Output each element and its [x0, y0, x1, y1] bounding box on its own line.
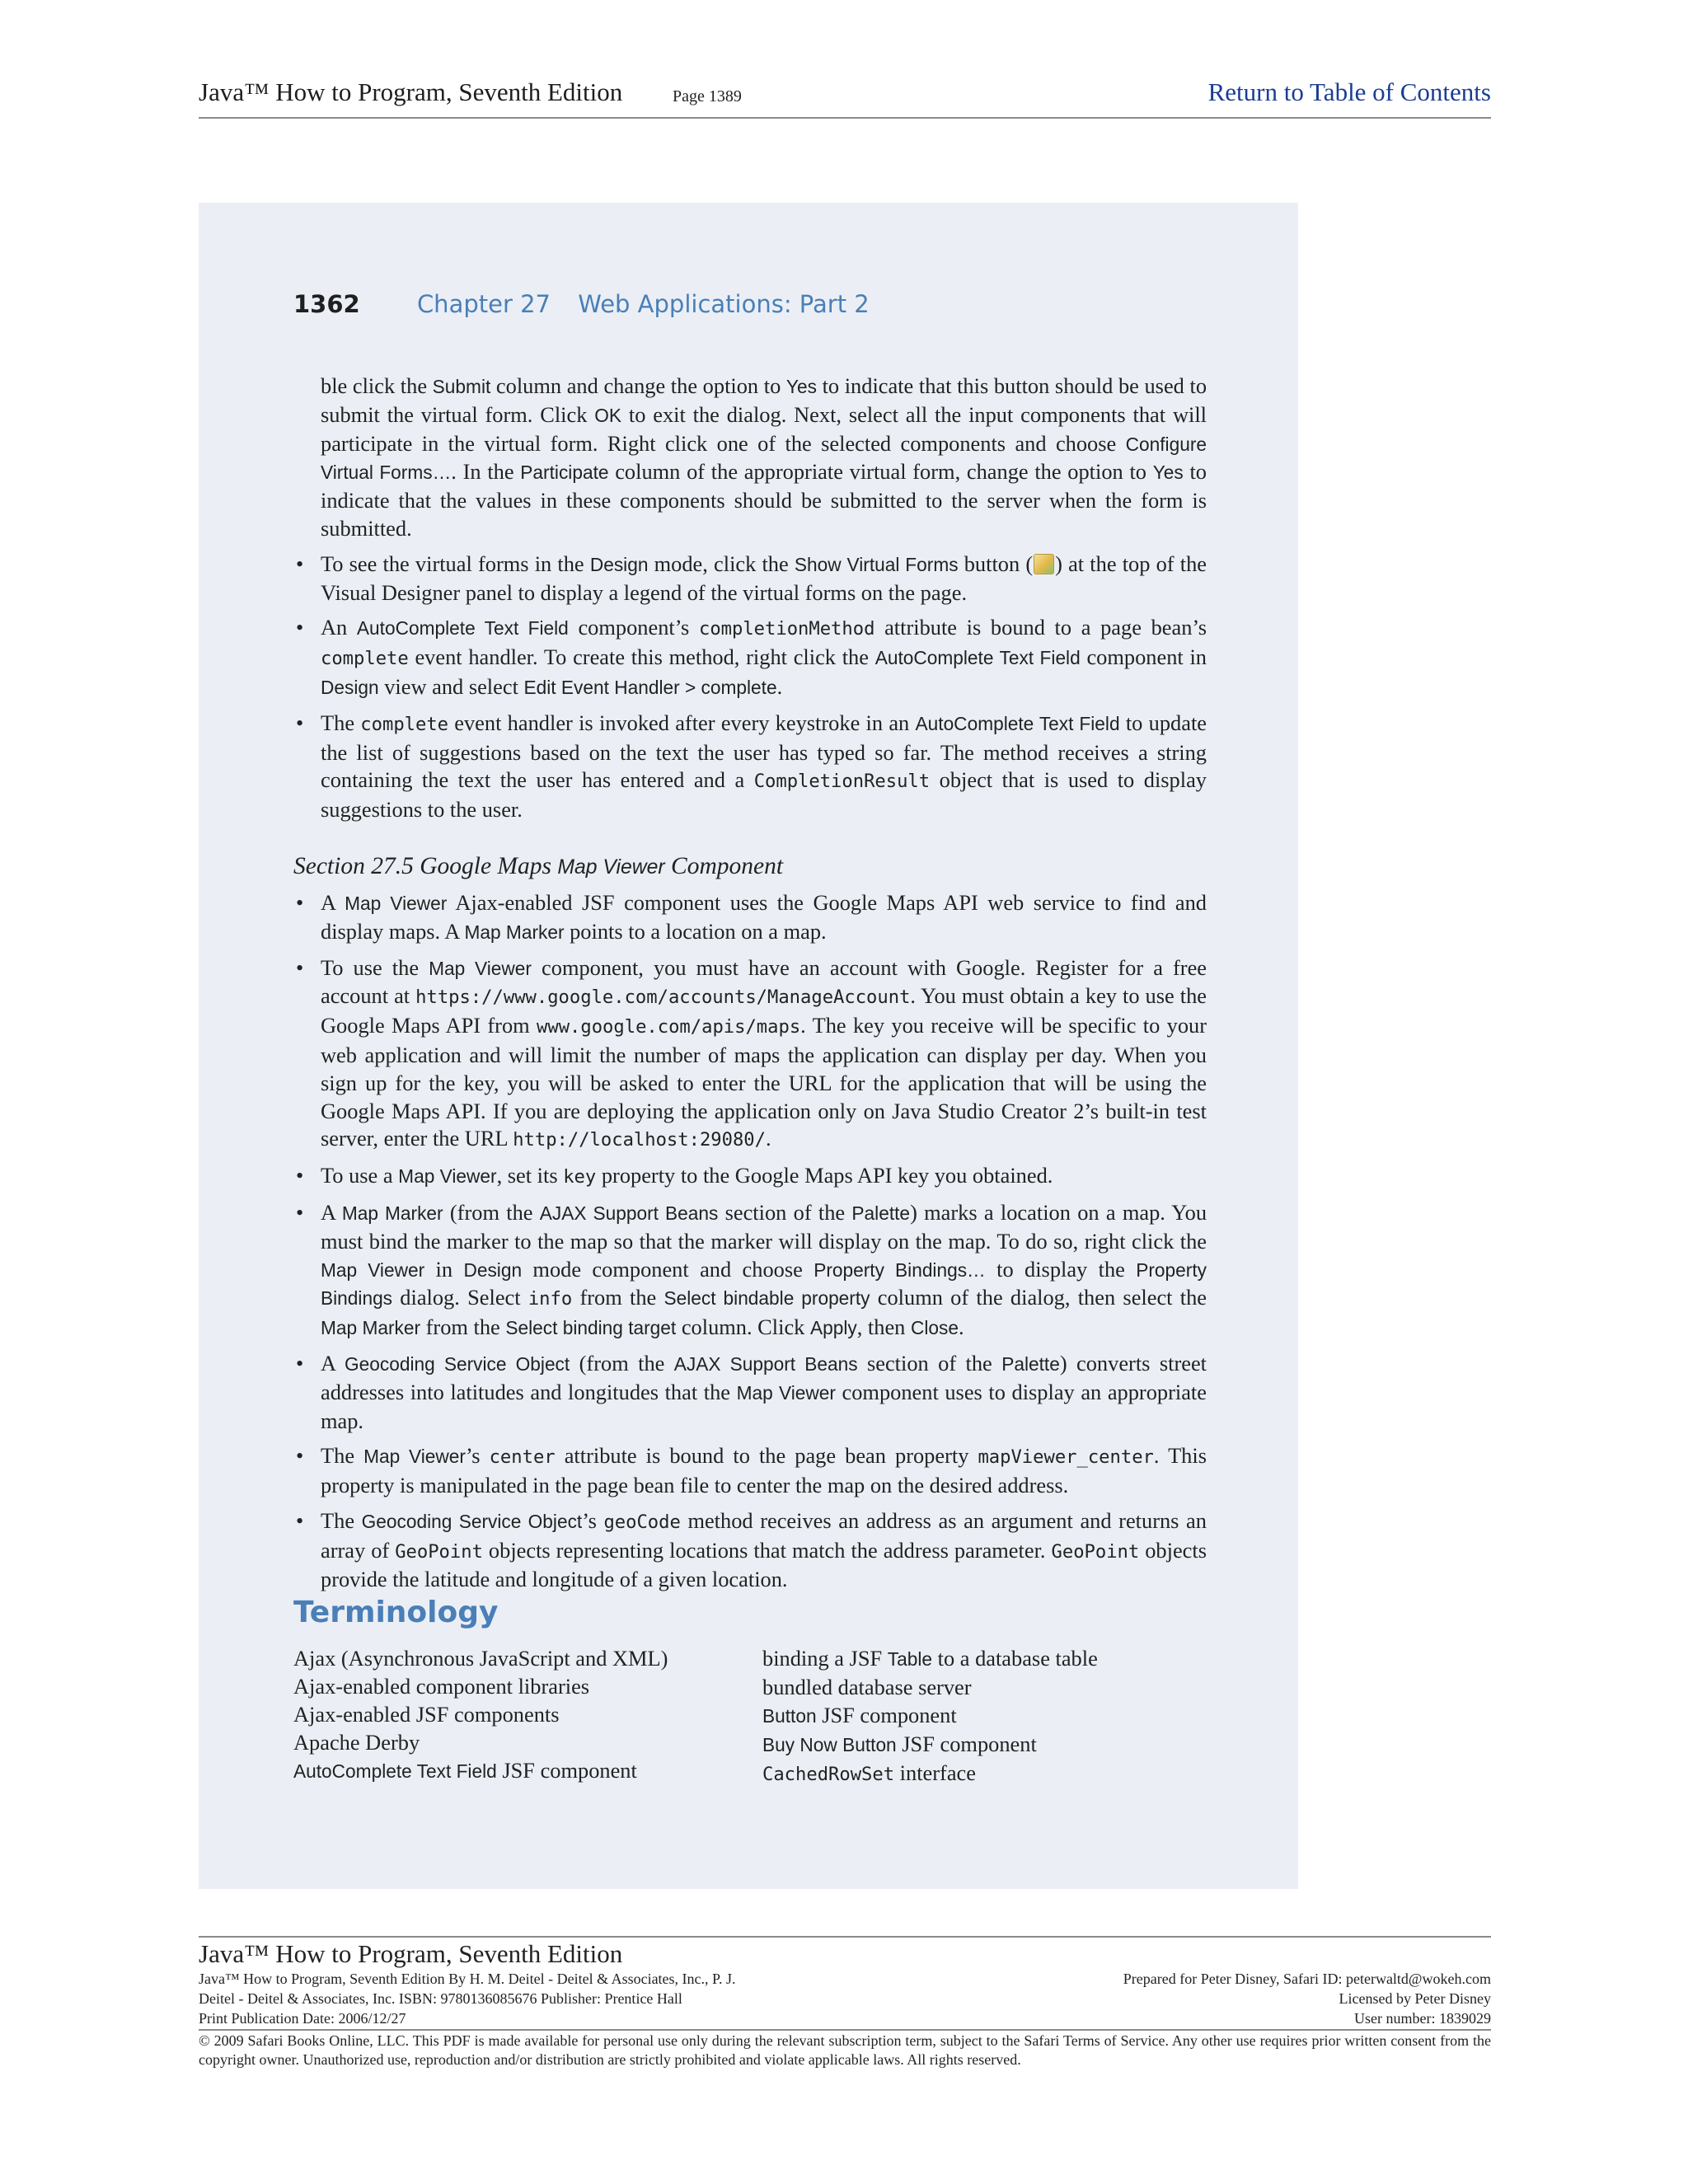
- ui-term: AutoComplete Text Field: [915, 712, 1120, 734]
- ui-term: Property Bindings…: [814, 1258, 986, 1281]
- ui-term: Apply: [809, 1317, 857, 1339]
- show-virtual-forms-icon: [1034, 554, 1054, 574]
- terminology-column-1: [293, 1644, 738, 1785]
- terminology-term: CachedRowSet interface: [762, 1760, 976, 1785]
- terminology-term: Button JSF component: [762, 1703, 957, 1727]
- page-header: [199, 77, 1491, 119]
- terminology-heading: Terminology: [293, 1596, 499, 1629]
- ui-term: Submit: [432, 376, 491, 397]
- ui-term: Yes: [1152, 462, 1184, 484]
- footer-licensed-by: Licensed by Peter Disney: [1339, 1990, 1491, 2007]
- footer-prepared-for: Prepared for Peter Disney, Safari ID: peterwaltd@wokeh.com: [1123, 1971, 1491, 1987]
- terminology-term: Ajax (Asynchronous JavaScript and XML): [293, 1646, 668, 1671]
- ui-term: AJAX Support Beans: [673, 1352, 858, 1375]
- code-text: center: [489, 1446, 556, 1469]
- table-of-contents-link[interactable]: Return to Table of Contents: [1207, 77, 1491, 106]
- book-page-number: 1362: [293, 290, 360, 318]
- ui-term: Show Virtual Forms: [794, 553, 959, 575]
- footer-authors: Java™ How to Program, Seventh Edition By H. M. Deitel - Deitel & Associates, Inc., P. J.: [199, 1971, 736, 1987]
- ui-term: Select bindable property: [663, 1287, 870, 1310]
- code-text: geoCode: [603, 1511, 681, 1533]
- ui-term: Geocoding Service Object: [361, 1510, 583, 1532]
- ui-term: Edit Event Handler > complete: [523, 676, 777, 698]
- ui-term: Map Marker: [464, 921, 565, 943]
- code-text: complete: [360, 713, 449, 735]
- ui-term: Palette: [851, 1202, 911, 1224]
- code-text: CachedRowSet: [762, 1764, 895, 1785]
- terminology-term: Ajax-enabled component libraries: [293, 1674, 590, 1699]
- ui-term: AutoComplete Text Field: [356, 617, 569, 640]
- code-text: GeoPoint: [395, 1540, 483, 1563]
- ui-term: Buy Now Button: [762, 1734, 897, 1755]
- terminology-term: AutoComplete Text Field JSF component: [293, 1758, 637, 1783]
- header-book-title: Java™ How to Program, Seventh Edition: [199, 77, 623, 106]
- ui-term: Design: [463, 1258, 523, 1281]
- summary-bullet: • A Map Viewer Ajax-enabled JSF component uses the Google Maps API web service to find and display maps. A Map Marker points to a location on a map.: [293, 889, 1207, 947]
- ui-term: Property Bindings: [321, 1258, 1207, 1310]
- running-head: [293, 290, 870, 318]
- terminology-term: Buy Now Button JSF component: [762, 1732, 1037, 1756]
- ui-term: AutoComplete Text Field: [874, 647, 1081, 669]
- footer-publication-date: Print Publication Date: 2006/12/27: [199, 2010, 406, 2027]
- terminology-term: bundled database server: [762, 1675, 972, 1699]
- code-text: www.google.com/apis/maps: [537, 1016, 801, 1038]
- summary-bullet: • A Geocoding Service Object (from the AJAX Support Beans section of the Palette) converts street addresses into latitudes and longitudes that the Map Viewer component uses to display an appropriate map.: [293, 1350, 1207, 1435]
- continued-paragraph: ble click the Submit column and change the option to Yes to indicate that this button should be used to submit the virtual form. Click OK to exit the dialog. Next, select all the input components that will participate in the virtual form. Right click one of the selected components and choose Configure Virtual Forms…. In the Participate column of the appropriate virtual form, change the option to Yes to indicate that the values in these components should be submitted to the server when the form is submitted.: [321, 373, 1207, 541]
- section-heading: Section 27.5 Google Maps Map Viewer Component: [293, 852, 784, 879]
- footer-copyright: © 2009 Safari Books Online, LLC. This PDF is made available for personal use only during the relevant subscription term, subject to the Safari Terms of Service. Any other use requires prior written consent from the copyright owner. Unauthorized use, reproduction and/or distribution are strictly prohibited and violate applicable laws. All rights reserved.: [199, 2029, 1491, 2069]
- code-text: key: [563, 1166, 597, 1188]
- ui-term: Map Viewer: [557, 855, 665, 879]
- footer-row: [199, 2008, 1491, 2028]
- ui-term: Button: [762, 1705, 817, 1727]
- ui-term: Design: [321, 676, 379, 698]
- page-body: [293, 373, 1207, 1594]
- code-text: CompletionResult: [753, 771, 931, 793]
- ui-term: Map Viewer: [429, 957, 532, 979]
- chapter-title: Web Applications: Part 2: [578, 290, 870, 318]
- terminology-term: binding a JSF Table to a database table: [762, 1646, 1098, 1671]
- ui-term: Map Viewer: [398, 1165, 497, 1188]
- ui-term: Participate: [520, 462, 609, 484]
- ui-term: Design: [589, 553, 649, 575]
- terminology-column-2: [762, 1644, 1224, 1788]
- ui-term: OK: [594, 404, 622, 426]
- summary-bullet: • To use the Map Viewer component, you must have an account with Google. Register for a free account at https://www.google.com/accounts/ManageAccount. You must obtain a key to use the Google Maps API from www.google.com/apis/maps. The key you receive will be specific to your web application and will limit the number of maps the application can display per day. When you sign up for the key, you will be asked to enter the URL for the application that will be using the Google Maps API. If you are deploying the application only on Java Studio Creator 2’s built-in test server, enter the URL http://localhost:29080/.: [293, 954, 1207, 1155]
- code-text: completionMethod: [698, 618, 875, 640]
- summary-list-map-viewer: [293, 889, 1207, 1594]
- footer-book-title: Java™ How to Program, Seventh Edition: [199, 1939, 623, 1968]
- summary-list-virtual-forms: [293, 551, 1207, 824]
- terminology-term: Ajax-enabled JSF components: [293, 1702, 560, 1727]
- ui-term: Geocoding Service Object: [345, 1352, 570, 1375]
- summary-bullet: • The Map Viewer’s center attribute is bound to the page bean property mapViewer_center. This property is manipulated in the page bean file to center the map on the desired address.: [293, 1442, 1207, 1500]
- code-text: mapViewer_center: [978, 1446, 1154, 1469]
- ui-term: Map Marker: [341, 1202, 443, 1224]
- terminology-term: Apache Derby: [293, 1730, 420, 1755]
- summary-bullet: • A Map Marker (from the AJAX Support Beans section of the Palette) marks a location on a map. You must bind the marker to the map so that the marker will display on the map. To do so, right click the Map Viewer in Design mode component and choose Property Bindings… to display the Property Bindings dialog. Select info from the Select bindable property column of the dialog, then select the Map Marker from the Select binding target column. Click Apply, then Close.: [293, 1199, 1207, 1343]
- ui-term: Map Viewer: [736, 1381, 836, 1404]
- ui-term: AutoComplete Text Field: [293, 1760, 497, 1782]
- footer-isbn: Deitel - Deitel & Associates, Inc. ISBN: 9780136085676 Publisher: Prentice Hall: [199, 1990, 682, 2007]
- ui-term: Close: [910, 1317, 959, 1339]
- ui-term: Map Viewer: [363, 1446, 466, 1468]
- code-text: GeoPoint: [1051, 1540, 1140, 1563]
- summary-bullet: • The Geocoding Service Object’s geoCode method receives an address as an argument and returns an array of GeoPoint objects representing locations that match the address parameter. GeoPoint objects provide the latitude and longitude of a given location.: [293, 1507, 1207, 1594]
- ui-term: AJAX Support Beans: [539, 1202, 719, 1224]
- code-text: info: [528, 1288, 573, 1310]
- ui-term: Yes: [785, 376, 817, 397]
- ui-term: Table: [887, 1648, 933, 1670]
- ui-term: Select binding target: [505, 1317, 677, 1339]
- ui-term: Configure Virtual Forms…: [321, 433, 1207, 484]
- footer-user-number: User number: 1839029: [1354, 2010, 1491, 2027]
- code-text: complete: [321, 648, 409, 670]
- summary-bullet: • To see the virtual forms in the Design mode, click the Show Virtual Forms button ( ) at the top of the Visual Designer panel to display a legend of the virtual forms on the page.: [293, 551, 1207, 607]
- code-text: https://www.google.com/accounts/ManageAccount: [415, 987, 911, 1009]
- code-text: http://localhost:29080/: [513, 1129, 766, 1151]
- ui-term: Map Viewer: [345, 892, 448, 914]
- summary-bullet: • An AutoComplete Text Field component’s completionMethod attribute is bound to a page bean’s complete event handler. To create this method, right click the AutoComplete Text Field component in Design view and select Edit Event Handler > complete.: [293, 614, 1207, 701]
- footer-row: [199, 1969, 1491, 1989]
- footer-row: [199, 1989, 1491, 2008]
- ui-term: Map Marker: [321, 1317, 421, 1339]
- header-page-number: Page 1389: [673, 87, 742, 105]
- summary-bullet: • To use a Map Viewer, set its key property to the Google Maps API key you obtained.: [293, 1162, 1207, 1192]
- chapter-label: Chapter 27: [416, 290, 551, 318]
- page-footer: [199, 1936, 1491, 2069]
- summary-bullet: • The complete event handler is invoked after every keystroke in an AutoComplete Text Field to update the list of suggestions based on the text the user has typed so far. The method receives a string containing the text the user has entered and a CompletionResult object that is used to display suggestions to the user.: [293, 710, 1207, 824]
- ui-term: Palette: [1001, 1352, 1060, 1375]
- ui-term: Map Viewer: [321, 1258, 425, 1281]
- book-page-scan: [199, 203, 1298, 1889]
